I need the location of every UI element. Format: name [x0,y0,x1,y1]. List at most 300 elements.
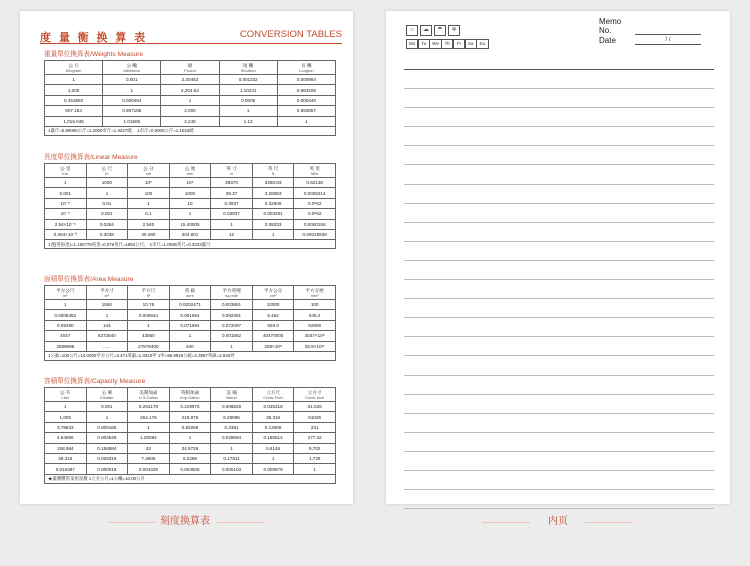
ruled-line [404,204,714,223]
table-cell: 3.78533 [45,422,87,432]
column-header [252,286,294,300]
table-cell: 1 [45,300,87,310]
column-header-unit: cm [145,170,152,176]
table-cell: 6272640 [86,331,128,341]
table-row [45,300,336,310]
column-header [294,388,336,402]
table-cell: 42 [128,443,170,453]
table-cell: 1550 [86,300,128,310]
table-cell: 0.000579 [252,464,294,474]
column-header-unit: Pound [184,67,196,73]
column-header-label: 平方分厘 [305,287,324,293]
column-header-unit: Kiloliter [100,394,114,400]
table-cell: 2.540 [128,219,170,229]
column-header [252,388,294,402]
table-cell: 10⁻⁶ [45,209,87,219]
memo-number-field[interactable] [635,26,701,35]
table-cell: 0.001 [86,209,128,219]
table-cell: 1 [86,412,128,422]
section-title: 長度單位換算表/Linear Measure [44,154,138,161]
column-header [161,61,219,75]
table-row [45,75,336,85]
table-cell: 9,702 [294,443,336,453]
ruled-line [404,452,714,471]
table-row [45,209,336,219]
column-header [211,164,253,178]
table-cell: 35.316 [252,412,294,422]
weekday-we[interactable]: We [429,39,441,49]
column-header-unit: Barrel [226,394,237,400]
column-header-unit: Km [62,170,69,176]
table-cell: 10.76 [128,300,170,310]
ruled-line [404,127,714,146]
table-cell: 4.54596 [45,433,87,443]
column-header-label: 平方公分 [263,287,283,293]
table-cell: 1 [169,331,211,341]
table-cell: 1.20094 [128,433,170,443]
cloud-icon[interactable]: ☁ [420,25,432,36]
table-cell: 0.061594 [169,310,211,320]
caption-right: 内页 [548,516,568,527]
column-header-label: 英 里 [309,165,320,171]
column-header-label: 英制加侖 [180,389,200,395]
column-header-label: 英 畝 [184,287,196,293]
ruled-line [404,376,714,395]
table-cell: 34.9726 [169,443,211,453]
table-cell: 1 [45,402,87,412]
table-cell: 0.028594 [211,433,253,443]
table-cell: 0.1 [128,209,170,219]
table-cell: 0.09290 [45,320,87,330]
table-row [45,198,336,208]
column-header-label: 公 里 [60,165,71,171]
table-cell: 0.01 [86,198,128,208]
ruled-lines [404,69,714,509]
table-cell: 640 [169,341,211,351]
table-row [45,85,336,95]
table-cell: 39370 [211,178,253,188]
table-cell: 219.975 [169,412,211,422]
table-cell: 0.984205 [277,85,335,95]
table-row [45,402,336,412]
table-cell: 1 [169,209,211,219]
column-header [45,286,87,300]
table-cell: 2,204.62 [161,85,219,95]
table-cell: 0.001 [103,75,161,85]
table-cell: 1 [128,320,170,330]
table-cell: 0.072097 [211,320,253,330]
column-header-unit: Liter [61,394,70,400]
column-header-label: 公 分 [143,165,154,171]
table-cell: 10000 [252,300,294,310]
column-header-label: 公 乘 [101,389,113,395]
weekday-su[interactable]: Su [476,39,488,49]
column-header [169,388,211,402]
table-cell: 39.37 [211,188,253,198]
column-header-unit: Metricton [123,67,140,73]
table-cell: 1 [128,422,170,432]
ruled-line [404,70,714,89]
table-cell: 0.00018939 [294,229,336,239]
table-cell: 28.316 [45,453,87,463]
table-cell: 1000 [169,188,211,198]
table-cell: 0.62138 [294,178,336,188]
table-cell: 30.480 [128,229,170,239]
table-cell: 7.4805 [128,453,170,463]
date-label: Date [599,36,616,45]
column-header-label: 立方尺 [266,389,280,395]
table-cell: 1 [128,198,170,208]
table-cell: 0.0002471 [169,300,211,310]
table-row [45,422,336,432]
ruled-line [404,223,714,242]
table-cell: 4047 [45,331,87,341]
table-cell: 3280.83 [252,178,294,188]
table-cell: 0.0000158 [294,219,336,229]
table-cell: 0.158984 [86,443,128,453]
title-english: CONVERSION TABLES [239,29,342,40]
table-cell: 0.000165 [86,422,128,432]
column-header-label: 平方公尺 [56,287,75,293]
conversion-tables-page [20,11,353,504]
table-cell: 0.016387 [45,464,87,474]
table-cell: 0.035316 [252,402,294,412]
column-header [211,286,253,300]
column-header-label: 公 尺 [101,165,113,171]
table-cell: 1.12 [219,116,277,126]
column-header-unit: in [229,170,234,176]
conversion-section [44,376,346,484]
table-row [45,310,336,320]
table-cell: 259×10⁸ [252,341,294,351]
column-header [277,61,335,75]
table-cell: 907.184 [45,106,103,116]
column-header-unit: Mile [311,170,319,176]
ruled-line [404,280,714,299]
table-cell: 0.83268 [169,422,211,432]
column-header [219,61,277,75]
ruled-line [404,318,714,337]
table-cell: 1 [86,188,128,198]
column-header [86,164,128,178]
column-header [86,388,128,402]
table-cell: 158.984 [45,443,87,453]
table-cell: 0.003605 [169,464,211,474]
conversion-header [40,29,342,44]
table-cell: 1 [86,310,128,320]
table-cell: 0.006944 [128,310,170,320]
table-cell: 100 [294,300,336,310]
table-note: 1臺斤=0.60000公斤=1.2000市斤=1.3227磅， 1市斤=0.5000公斤=1.1023磅 [45,126,336,135]
column-header [128,164,170,178]
conversion-section [44,49,346,136]
column-header-unit: Longton [299,67,314,73]
table-cell: 1,016.046 [45,116,103,126]
column-header-label: 磅 [187,62,193,68]
table-row [45,412,336,422]
column-header-label: 公 斤 [68,62,79,68]
table-cell: 0.003281 [252,209,294,219]
table-cell: ...... [86,341,128,351]
table-cell: 2,240 [161,116,219,126]
column-header [128,388,170,402]
table-cell: 61026 [294,412,336,422]
caption-divider [217,522,265,523]
column-header-unit: m² [62,292,68,298]
rain-icon[interactable]: ☂ [434,25,446,36]
table-cell: 264.178 [128,412,170,422]
table-cell: 6.2288 [169,453,211,463]
ruled-line [404,261,714,280]
caption-left: 刻度换算表 [160,516,210,527]
table-cell: 1.10231 [219,85,277,95]
table-cell: 1 [252,229,294,239]
section-title: 重量單位換算表/Weights Measure [44,51,144,58]
table-cell: 0.0⁶62 [294,209,336,219]
column-header-unit: Cubic Feet [263,394,283,400]
column-header-unit: acre [186,292,194,298]
table-cell: 0.17811 [211,453,253,463]
table-row [45,433,336,443]
table-cell: 0.3937 [211,198,253,208]
column-header-label: 平方英哩 [222,287,241,293]
column-header-label: 平方尺 [141,287,156,293]
table-cell: 1 [277,116,335,126]
table-cell: 1 [211,443,253,453]
weekday-fr[interactable]: Fr [453,39,465,49]
table-cell: 0.160514 [252,433,294,443]
ruled-line [404,471,714,490]
table-cell: 304.801 [169,229,211,239]
table-cell: 0.004329 [128,464,170,474]
ruled-line [404,433,714,452]
table-cell: 0.071594 [169,320,211,330]
table-cell: 0.000984 [277,75,335,85]
column-header-label: 公 厘 [184,165,196,171]
table-cell: 1,000 [45,412,87,422]
conversion-section [44,152,346,249]
ruled-line [404,108,714,127]
ruled-line [404,242,714,261]
table-cell: 0.32808 [252,198,294,208]
ruled-line [404,395,714,414]
column-header [211,388,253,402]
column-header-unit: Kilogram [65,67,82,73]
table-cell: 43560 [128,331,170,341]
table-cell: 0.001 [45,188,87,198]
table-cell: 0.907185 [103,106,161,116]
ruled-line [404,337,714,356]
table-cell: 0.0005 [219,95,277,105]
table-cell: 0.13068 [252,422,294,432]
table-cell: 2589998 [45,341,87,351]
table-cell: 15.40005 [169,219,211,229]
column-header-unit: Imp.Gallon [180,394,200,400]
table-cell: 929.0 [252,320,294,330]
title-chinese: 度 量 衡 换 算 表 [40,31,148,44]
column-header-unit: ft² [146,292,151,298]
column-header-label: 美制加侖 [139,389,158,395]
table-row [45,341,336,351]
column-header-unit: Cubic Inch [305,394,325,400]
table-cell: 1 [161,95,219,105]
table-row [45,229,336,239]
column-header-unit: sq.mile [225,292,238,298]
table-cell: 25.9×10¹¹ [294,341,336,351]
table-cell: 5.6146 [252,443,294,453]
column-header-label: 長 噸 [301,62,312,68]
table-row [45,95,336,105]
table-cell: 10⁵ [128,178,170,188]
table-cell: 0.0006214 [294,188,336,198]
table-row [45,320,336,330]
table-row [45,453,336,463]
table-cell: 0.082491 [211,310,253,320]
table-cell: 6.28995 [211,412,253,422]
table-cell: 1,000 [45,85,103,95]
weekday-th[interactable]: Th [441,39,453,49]
table-cell: 10⁶ [169,178,211,188]
section-title: 容積單位換算表/Capacity Measure [44,378,146,385]
conversion-section [44,274,346,361]
table-cell: 1 [211,219,253,229]
column-header-label: 英 寸 [226,165,237,171]
weekday-tu[interactable]: Tu [418,39,430,49]
column-header-unit: mm² [310,292,319,298]
ruled-line [404,89,714,108]
weekday-selector [406,39,488,49]
conversion-table [44,285,336,361]
ruled-line [404,299,714,318]
table-cell: 0.892857 [277,106,335,116]
table-cell: 40470000 [252,331,294,341]
column-header-unit: ft [271,170,275,176]
table-cell: 2.54×10⁻⁵ [45,219,87,229]
table-row [45,331,336,341]
column-header-unit: Shortton [240,67,256,73]
ruled-line [404,146,714,165]
table-cell: 1 [219,106,277,116]
table-cell: 0.03937 [211,209,253,219]
table-cell: 144 [86,320,128,330]
column-header [45,388,87,402]
column-header-unit: mm [186,170,194,176]
column-header-label: 短 噸 [242,62,254,68]
table-cell: 231 [294,422,336,432]
table-note: ★臺灣慣常采用容積 1立方公尺=1公噸=10,00公升 [45,474,336,483]
ruled-line [404,165,714,184]
ruled-line [404,414,714,433]
table-cell: 3.28083 [252,188,294,198]
table-cell: 0.264178 [128,402,170,412]
table-row [45,464,336,474]
table-cell: 0.219975 [169,402,211,412]
column-header [294,164,336,178]
column-header-label: 公 升 [60,389,71,395]
table-row [45,188,336,198]
table-cell: 12 [211,229,253,239]
conversion-table [44,163,336,249]
table-cell: 10 [169,198,211,208]
ruled-line [404,185,714,204]
weekday-sa[interactable]: Sa [465,39,477,49]
table-cell: 0.000446 [277,95,335,105]
table-cell: 0.000454 [103,95,161,105]
column-header-unit: U.S.Gallon [138,394,159,400]
column-header-label: 美 桶 [226,389,237,395]
weekday-box [406,25,488,49]
column-header [103,61,161,75]
column-header [169,164,211,178]
sun-icon[interactable]: ☼ [406,25,418,36]
table-cell: 0.001562 [211,331,253,341]
table-row [45,178,336,188]
column-header-unit: cm² [269,292,277,298]
table-cell: 277.42 [294,433,336,443]
table-cell: 0.001102 [219,75,277,85]
table-cell: 0.0254 [86,219,128,229]
column-header [86,286,128,300]
table-cell: 0.08333 [252,219,294,229]
table-cell: 1 [169,433,211,443]
table-cell: 0.001 [86,402,128,412]
ruled-line [404,356,714,375]
column-header-label: 英 尺 [267,165,279,171]
column-header-label: 立方寸 [307,389,322,395]
table-cell: 27878400 [128,341,170,351]
weekday-mo[interactable]: Mo [406,39,418,49]
table-note: 1公畝=100公尺=10,0000平方公尺=2.471英畝=1.0310甲 1甲=96.9919公畝=2.3967英畝=2.934坪 [45,351,336,360]
table-cell: 1 [294,464,336,474]
table-cell: 4047×10⁶ [294,331,336,341]
caption-divider [108,522,156,523]
column-header [294,286,336,300]
table-cell: 0.304×10⁻³ [45,229,87,239]
conversion-table [44,387,336,484]
table-cell: 0.028316 [86,453,128,463]
table-note: 1浬(英海里)=1.150776英里=0.076英尺=1852公尺， 1市尺=1.0936英尺=0.3333臺尺 [45,240,336,249]
table-cell: 645.2 [294,310,336,320]
column-header [128,286,170,300]
column-header [45,164,87,178]
table-cell: 0.3048 [86,229,128,239]
column-header [45,61,103,75]
table-cell: 1 [252,453,294,463]
column-header-label: 公 噸 [126,62,138,68]
memo-label: Memo No. [599,17,622,35]
table-cell: 1,728 [294,453,336,463]
table-cell: 1 [103,85,161,95]
table-cell: 1 [45,75,103,85]
table-cell: 6.452 [252,310,294,320]
date-field[interactable]: / / [635,36,701,45]
column-header-unit: m [105,170,109,176]
table-row [45,116,336,126]
caption-divider [585,522,633,523]
table-cell: 0.2381 [211,422,253,432]
table-cell: 0.006829 [211,402,253,412]
column-header-label: 平方寸 [99,287,114,293]
section-title: 面積單位換算表/Area Measure [44,276,134,283]
conversion-table [44,60,336,136]
table-cell: 1 [211,341,253,351]
table-cell: 0.004546 [86,433,128,443]
snow-icon[interactable]: ❄ [448,25,460,36]
memo-inner-page [386,11,730,504]
table-cell: 0.000016 [86,464,128,474]
table-cell: 1.01605 [103,116,161,126]
table-cell: 61.026 [294,402,336,412]
